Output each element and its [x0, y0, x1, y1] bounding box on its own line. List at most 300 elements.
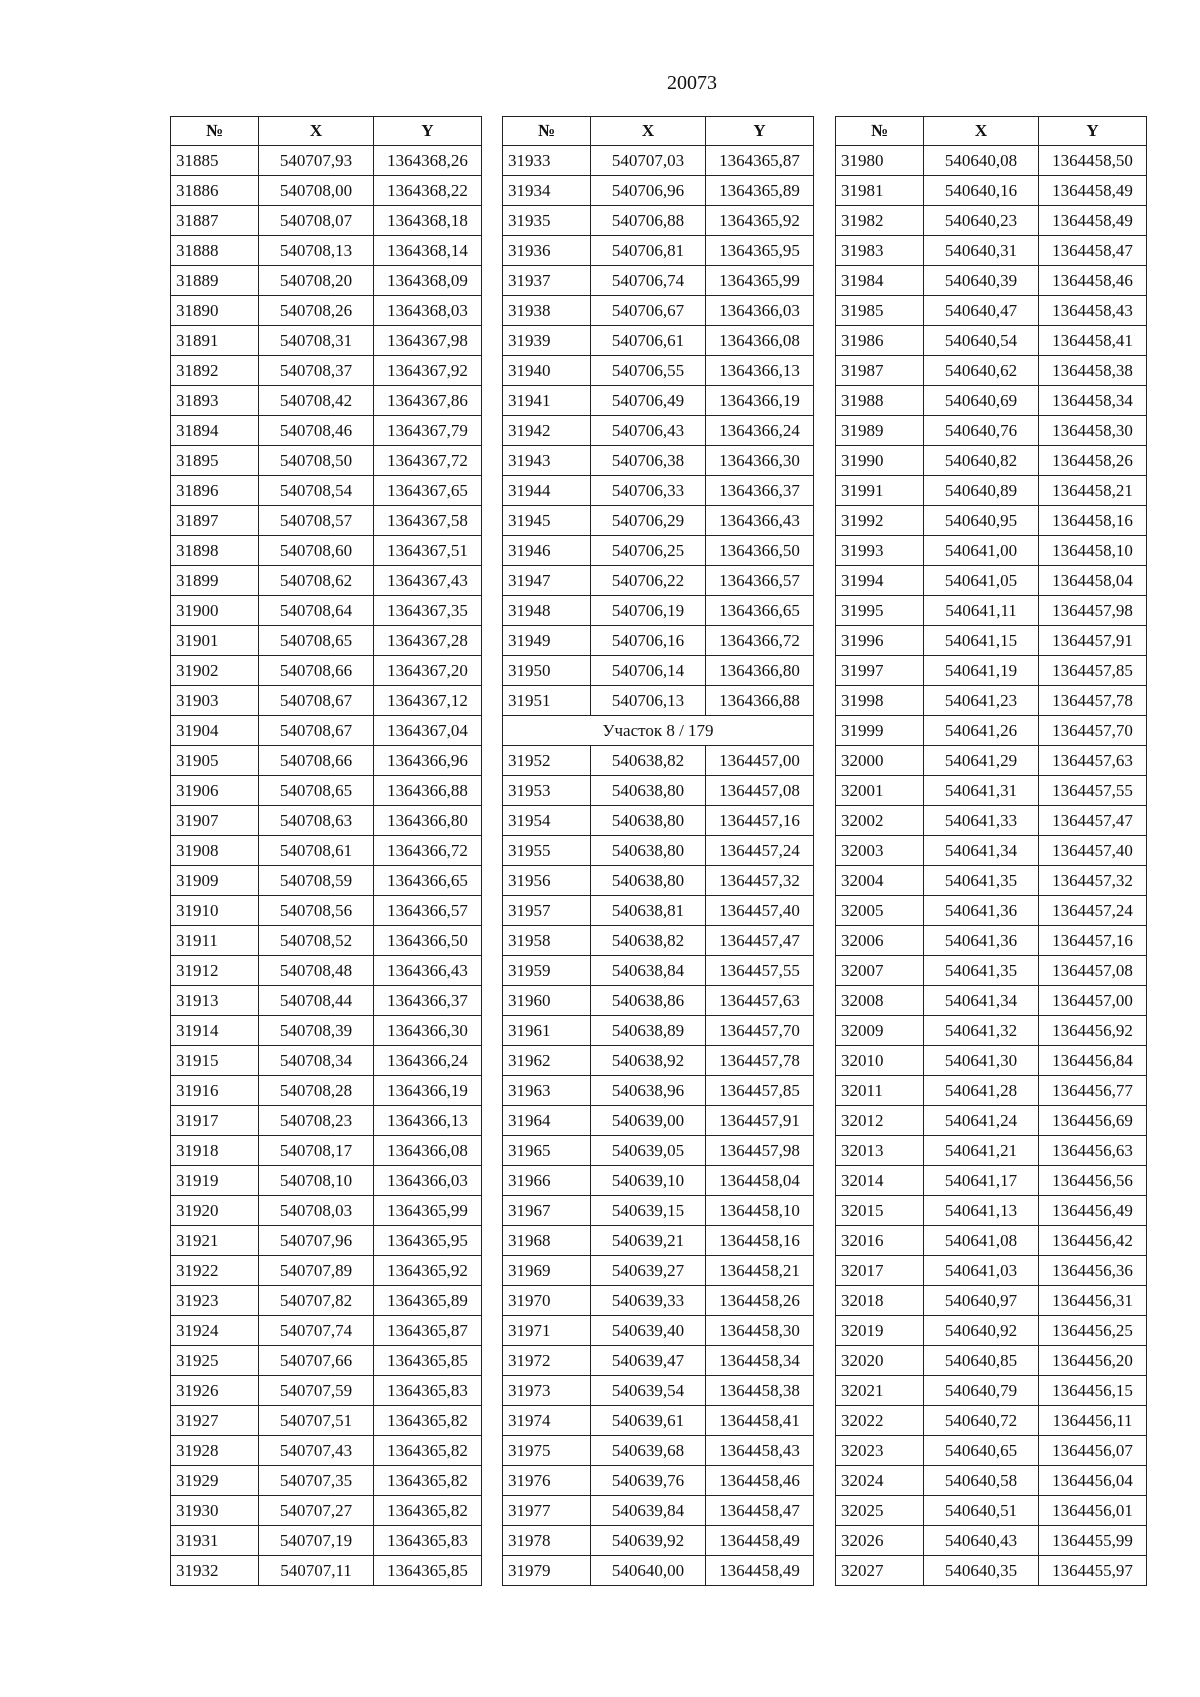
point-number-cell: 31916: [171, 1076, 259, 1106]
y-coordinate-cell: 1364365,85: [374, 1556, 482, 1586]
table-row: [171, 266, 482, 296]
y-coordinate-cell: 1364366,65: [374, 866, 482, 896]
x-coordinate-cell: 540641,34: [924, 986, 1039, 1016]
x-coordinate-cell: 540640,72: [924, 1406, 1039, 1436]
point-number-cell: 31975: [503, 1436, 591, 1466]
x-coordinate-cell: 540641,32: [924, 1016, 1039, 1046]
x-coordinate-cell: 540707,35: [259, 1466, 374, 1496]
table-row: [171, 866, 482, 896]
point-number-cell: 31886: [171, 176, 259, 206]
table-row: [836, 1256, 1147, 1286]
header-row: [836, 117, 1147, 146]
table-row: [503, 1196, 814, 1226]
x-coordinate-cell: 540640,00: [591, 1556, 706, 1586]
x-coordinate-cell: 540640,92: [924, 1316, 1039, 1346]
table-row: [171, 236, 482, 266]
x-coordinate-cell: 540638,81: [591, 896, 706, 926]
header-x: X: [924, 117, 1039, 146]
x-coordinate-cell: 540706,61: [591, 326, 706, 356]
section-title: Участок 8 / 179: [503, 716, 814, 746]
y-coordinate-cell: 1364455,97: [1039, 1556, 1147, 1586]
table-row: [836, 296, 1147, 326]
table-row: [171, 416, 482, 446]
x-coordinate-cell: 540708,62: [259, 566, 374, 596]
x-coordinate-cell: 540641,15: [924, 626, 1039, 656]
table-row: [171, 1196, 482, 1226]
point-number-cell: 32007: [836, 956, 924, 986]
x-coordinate-cell: 540707,19: [259, 1526, 374, 1556]
y-coordinate-cell: 1364365,99: [706, 266, 814, 296]
x-coordinate-cell: 540640,85: [924, 1346, 1039, 1376]
point-number-cell: 31947: [503, 566, 591, 596]
table-row: [503, 566, 814, 596]
table-row: [836, 626, 1147, 656]
table-row: [836, 716, 1147, 746]
x-coordinate-cell: 540639,21: [591, 1226, 706, 1256]
point-number-cell: 32001: [836, 776, 924, 806]
x-coordinate-cell: 540708,65: [259, 626, 374, 656]
y-coordinate-cell: 1364458,30: [1039, 416, 1147, 446]
x-coordinate-cell: 540707,96: [259, 1226, 374, 1256]
point-number-cell: 31940: [503, 356, 591, 386]
x-coordinate-cell: 540706,81: [591, 236, 706, 266]
y-coordinate-cell: 1364366,57: [706, 566, 814, 596]
table-row: [836, 236, 1147, 266]
x-coordinate-cell: 540641,05: [924, 566, 1039, 596]
table-row: [503, 596, 814, 626]
point-number-cell: 31945: [503, 506, 591, 536]
table-row: [836, 746, 1147, 776]
y-coordinate-cell: 1364456,01: [1039, 1496, 1147, 1526]
x-coordinate-cell: 540640,43: [924, 1526, 1039, 1556]
y-coordinate-cell: 1364457,98: [706, 1136, 814, 1166]
y-coordinate-cell: 1364458,16: [706, 1226, 814, 1256]
point-number-cell: 31958: [503, 926, 591, 956]
table-row: [171, 1046, 482, 1076]
y-coordinate-cell: 1364457,08: [1039, 956, 1147, 986]
y-coordinate-cell: 1364366,13: [374, 1106, 482, 1136]
table-row: [171, 806, 482, 836]
table-row: [503, 1436, 814, 1466]
y-coordinate-cell: 1364457,91: [1039, 626, 1147, 656]
y-coordinate-cell: 1364457,78: [1039, 686, 1147, 716]
x-coordinate-cell: 540706,43: [591, 416, 706, 446]
y-coordinate-cell: 1364367,86: [374, 386, 482, 416]
point-number-cell: 32012: [836, 1106, 924, 1136]
x-coordinate-cell: 540707,89: [259, 1256, 374, 1286]
y-coordinate-cell: 1364458,43: [1039, 296, 1147, 326]
point-number-cell: 31993: [836, 536, 924, 566]
x-coordinate-cell: 540641,34: [924, 836, 1039, 866]
table-row: [836, 1466, 1147, 1496]
point-number-cell: 31961: [503, 1016, 591, 1046]
y-coordinate-cell: 1364456,31: [1039, 1286, 1147, 1316]
point-number-cell: 31965: [503, 1136, 591, 1166]
y-coordinate-cell: 1364368,26: [374, 146, 482, 176]
y-coordinate-cell: 1364458,38: [706, 1376, 814, 1406]
point-number-cell: 32020: [836, 1346, 924, 1376]
table-row: [171, 1346, 482, 1376]
point-number-cell: 31969: [503, 1256, 591, 1286]
point-number-cell: 32019: [836, 1316, 924, 1346]
x-coordinate-cell: 540706,96: [591, 176, 706, 206]
x-coordinate-cell: 540641,21: [924, 1136, 1039, 1166]
x-coordinate-cell: 540708,44: [259, 986, 374, 1016]
table-row: [171, 146, 482, 176]
point-number-cell: 31919: [171, 1166, 259, 1196]
x-coordinate-cell: 540706,74: [591, 266, 706, 296]
x-coordinate-cell: 540708,13: [259, 236, 374, 266]
y-coordinate-cell: 1364366,24: [374, 1046, 482, 1076]
y-coordinate-cell: 1364366,65: [706, 596, 814, 626]
y-coordinate-cell: 1364366,57: [374, 896, 482, 926]
table-row: [171, 1106, 482, 1136]
x-coordinate-cell: 540638,84: [591, 956, 706, 986]
header-number: №: [503, 117, 591, 146]
point-number-cell: 32014: [836, 1166, 924, 1196]
x-coordinate-cell: 540639,47: [591, 1346, 706, 1376]
header-number: №: [836, 117, 924, 146]
point-number-cell: 31903: [171, 686, 259, 716]
x-coordinate-cell: 540641,36: [924, 896, 1039, 926]
y-coordinate-cell: 1364458,49: [1039, 206, 1147, 236]
y-coordinate-cell: 1364365,89: [706, 176, 814, 206]
header-x: X: [259, 117, 374, 146]
y-coordinate-cell: 1364366,30: [374, 1016, 482, 1046]
point-number-cell: 32015: [836, 1196, 924, 1226]
table-row: [503, 1406, 814, 1436]
x-coordinate-cell: 540708,56: [259, 896, 374, 926]
x-coordinate-cell: 540639,33: [591, 1286, 706, 1316]
table-row: [171, 446, 482, 476]
y-coordinate-cell: 1364367,79: [374, 416, 482, 446]
table-row: [836, 1376, 1147, 1406]
y-coordinate-cell: 1364456,07: [1039, 1436, 1147, 1466]
x-coordinate-cell: 540641,30: [924, 1046, 1039, 1076]
point-number-cell: 31983: [836, 236, 924, 266]
y-coordinate-cell: 1364458,26: [1039, 446, 1147, 476]
point-number-cell: 31912: [171, 956, 259, 986]
y-coordinate-cell: 1364458,21: [1039, 476, 1147, 506]
x-coordinate-cell: 540639,68: [591, 1436, 706, 1466]
y-coordinate-cell: 1364456,92: [1039, 1016, 1147, 1046]
table-row: [171, 596, 482, 626]
y-coordinate-cell: 1364457,00: [1039, 986, 1147, 1016]
table-row: [503, 536, 814, 566]
x-coordinate-cell: 540707,59: [259, 1376, 374, 1406]
table-row: [503, 776, 814, 806]
x-coordinate-cell: 540639,05: [591, 1136, 706, 1166]
x-coordinate-cell: 540639,40: [591, 1316, 706, 1346]
point-number-cell: 31888: [171, 236, 259, 266]
y-coordinate-cell: 1364456,15: [1039, 1376, 1147, 1406]
point-number-cell: 31946: [503, 536, 591, 566]
x-coordinate-cell: 540640,79: [924, 1376, 1039, 1406]
header-y: Y: [1039, 117, 1147, 146]
x-coordinate-cell: 540708,64: [259, 596, 374, 626]
y-coordinate-cell: 1364366,19: [706, 386, 814, 416]
table-row: [836, 566, 1147, 596]
point-number-cell: 31995: [836, 596, 924, 626]
x-coordinate-cell: 540708,37: [259, 356, 374, 386]
y-coordinate-cell: 1364365,99: [374, 1196, 482, 1226]
table-row: [171, 1136, 482, 1166]
x-coordinate-cell: 540640,76: [924, 416, 1039, 446]
point-number-cell: 31956: [503, 866, 591, 896]
table-row: [836, 146, 1147, 176]
y-coordinate-cell: 1364458,47: [1039, 236, 1147, 266]
x-coordinate-cell: 540639,15: [591, 1196, 706, 1226]
table-row: [171, 956, 482, 986]
x-coordinate-cell: 540708,39: [259, 1016, 374, 1046]
x-coordinate-cell: 540640,69: [924, 386, 1039, 416]
x-coordinate-cell: 540641,36: [924, 926, 1039, 956]
y-coordinate-cell: 1364455,99: [1039, 1526, 1147, 1556]
x-coordinate-cell: 540641,13: [924, 1196, 1039, 1226]
table-row: [836, 1046, 1147, 1076]
y-coordinate-cell: 1364365,87: [706, 146, 814, 176]
x-coordinate-cell: 540641,35: [924, 866, 1039, 896]
point-number-cell: 31951: [503, 686, 591, 716]
point-number-cell: 31949: [503, 626, 591, 656]
y-coordinate-cell: 1364456,42: [1039, 1226, 1147, 1256]
x-coordinate-cell: 540706,38: [591, 446, 706, 476]
y-coordinate-cell: 1364457,98: [1039, 596, 1147, 626]
y-coordinate-cell: 1364366,30: [706, 446, 814, 476]
y-coordinate-cell: 1364457,32: [706, 866, 814, 896]
x-coordinate-cell: 540640,54: [924, 326, 1039, 356]
y-coordinate-cell: 1364367,04: [374, 716, 482, 746]
x-coordinate-cell: 540708,65: [259, 776, 374, 806]
table-row: [171, 686, 482, 716]
table-row: [836, 986, 1147, 1016]
y-coordinate-cell: 1364458,41: [1039, 326, 1147, 356]
table-row: [171, 986, 482, 1016]
table-row: [836, 1136, 1147, 1166]
point-number-cell: 31913: [171, 986, 259, 1016]
x-coordinate-cell: 540639,92: [591, 1526, 706, 1556]
y-coordinate-cell: 1364458,49: [706, 1556, 814, 1586]
point-number-cell: 31918: [171, 1136, 259, 1166]
point-number-cell: 31989: [836, 416, 924, 446]
table-row: [171, 566, 482, 596]
x-coordinate-cell: 540640,23: [924, 206, 1039, 236]
y-coordinate-cell: 1364458,43: [706, 1436, 814, 1466]
y-coordinate-cell: 1364366,24: [706, 416, 814, 446]
point-number-cell: 31997: [836, 656, 924, 686]
x-coordinate-cell: 540708,60: [259, 536, 374, 566]
y-coordinate-cell: 1364365,85: [374, 1346, 482, 1376]
table-row: [836, 1346, 1147, 1376]
y-coordinate-cell: 1364366,43: [374, 956, 482, 986]
point-number-cell: 31889: [171, 266, 259, 296]
y-coordinate-cell: 1364366,37: [706, 476, 814, 506]
y-coordinate-cell: 1364365,82: [374, 1436, 482, 1466]
point-number-cell: 31996: [836, 626, 924, 656]
table-row: [503, 206, 814, 236]
point-number-cell: 31914: [171, 1016, 259, 1046]
point-number-cell: 31968: [503, 1226, 591, 1256]
table-row: [503, 176, 814, 206]
table-row: [171, 1226, 482, 1256]
table-row: [503, 146, 814, 176]
table-row: [836, 656, 1147, 686]
table-row: [836, 896, 1147, 926]
table-row: [171, 926, 482, 956]
y-coordinate-cell: 1364368,22: [374, 176, 482, 206]
x-coordinate-cell: 540640,35: [924, 1556, 1039, 1586]
point-number-cell: 31910: [171, 896, 259, 926]
x-coordinate-cell: 540708,26: [259, 296, 374, 326]
x-coordinate-cell: 540641,19: [924, 656, 1039, 686]
table-row: [171, 1256, 482, 1286]
table-row: [171, 1316, 482, 1346]
table-row: [503, 296, 814, 326]
y-coordinate-cell: 1364365,82: [374, 1466, 482, 1496]
x-coordinate-cell: 540641,28: [924, 1076, 1039, 1106]
point-number-cell: 31898: [171, 536, 259, 566]
coordinates-table-2: [502, 116, 814, 1586]
y-coordinate-cell: 1364368,18: [374, 206, 482, 236]
point-number-cell: 32024: [836, 1466, 924, 1496]
table-row: [503, 1556, 814, 1586]
y-coordinate-cell: 1364457,40: [706, 896, 814, 926]
point-number-cell: 31924: [171, 1316, 259, 1346]
x-coordinate-cell: 540706,55: [591, 356, 706, 386]
table-row: [503, 446, 814, 476]
table-row: [836, 356, 1147, 386]
table-row: [171, 206, 482, 236]
y-coordinate-cell: 1364457,24: [1039, 896, 1147, 926]
y-coordinate-cell: 1364456,36: [1039, 1256, 1147, 1286]
table-row: [503, 926, 814, 956]
y-coordinate-cell: 1364366,72: [706, 626, 814, 656]
table-row: [836, 446, 1147, 476]
table-row: [503, 1526, 814, 1556]
x-coordinate-cell: 540641,00: [924, 536, 1039, 566]
x-coordinate-cell: 540641,17: [924, 1166, 1039, 1196]
point-number-cell: 31984: [836, 266, 924, 296]
point-number-cell: 31966: [503, 1166, 591, 1196]
x-coordinate-cell: 540706,88: [591, 206, 706, 236]
table-row: [503, 1346, 814, 1376]
x-coordinate-cell: 540706,49: [591, 386, 706, 416]
point-number-cell: 31894: [171, 416, 259, 446]
x-coordinate-cell: 540639,54: [591, 1376, 706, 1406]
table-row: [503, 416, 814, 446]
table-row: [171, 176, 482, 206]
table-row: [836, 1106, 1147, 1136]
point-number-cell: 32006: [836, 926, 924, 956]
table-row: [836, 866, 1147, 896]
table-row: [503, 656, 814, 686]
y-coordinate-cell: 1364457,00: [706, 746, 814, 776]
y-coordinate-cell: 1364367,43: [374, 566, 482, 596]
y-coordinate-cell: 1364367,35: [374, 596, 482, 626]
y-coordinate-cell: 1364458,21: [706, 1256, 814, 1286]
y-coordinate-cell: 1364367,12: [374, 686, 482, 716]
y-coordinate-cell: 1364365,82: [374, 1496, 482, 1526]
y-coordinate-cell: 1364366,96: [374, 746, 482, 776]
x-coordinate-cell: 540641,26: [924, 716, 1039, 746]
point-number-cell: 31994: [836, 566, 924, 596]
table-row: [503, 1106, 814, 1136]
point-number-cell: 32010: [836, 1046, 924, 1076]
point-number-cell: 31962: [503, 1046, 591, 1076]
y-coordinate-cell: 1364457,24: [706, 836, 814, 866]
point-number-cell: 31907: [171, 806, 259, 836]
table-row: [171, 1286, 482, 1316]
table-row: [503, 626, 814, 656]
x-coordinate-cell: 540640,16: [924, 176, 1039, 206]
table-row: [503, 1256, 814, 1286]
point-number-cell: 31936: [503, 236, 591, 266]
point-number-cell: 31987: [836, 356, 924, 386]
table-row: [836, 1526, 1147, 1556]
point-number-cell: 31932: [171, 1556, 259, 1586]
y-coordinate-cell: 1364366,37: [374, 986, 482, 1016]
table-row: [503, 1496, 814, 1526]
y-coordinate-cell: 1364458,04: [706, 1166, 814, 1196]
point-number-cell: 31943: [503, 446, 591, 476]
point-number-cell: 31925: [171, 1346, 259, 1376]
x-coordinate-cell: 540638,80: [591, 776, 706, 806]
y-coordinate-cell: 1364368,09: [374, 266, 482, 296]
point-number-cell: 31950: [503, 656, 591, 686]
x-coordinate-cell: 540708,66: [259, 656, 374, 686]
x-coordinate-cell: 540708,66: [259, 746, 374, 776]
y-coordinate-cell: 1364365,95: [374, 1226, 482, 1256]
y-coordinate-cell: 1364458,46: [706, 1466, 814, 1496]
point-number-cell: 31891: [171, 326, 259, 356]
x-coordinate-cell: 540638,89: [591, 1016, 706, 1046]
y-coordinate-cell: 1364457,85: [1039, 656, 1147, 686]
y-coordinate-cell: 1364458,38: [1039, 356, 1147, 386]
x-coordinate-cell: 540706,13: [591, 686, 706, 716]
table-row: [503, 386, 814, 416]
y-coordinate-cell: 1364457,70: [1039, 716, 1147, 746]
y-coordinate-cell: 1364365,89: [374, 1286, 482, 1316]
point-number-cell: 31986: [836, 326, 924, 356]
point-number-cell: 31928: [171, 1436, 259, 1466]
y-coordinate-cell: 1364366,08: [374, 1136, 482, 1166]
y-coordinate-cell: 1364366,19: [374, 1076, 482, 1106]
y-coordinate-cell: 1364456,84: [1039, 1046, 1147, 1076]
table-row: [836, 206, 1147, 236]
table-row: [836, 1076, 1147, 1106]
point-number-cell: 31920: [171, 1196, 259, 1226]
y-coordinate-cell: 1364365,83: [374, 1376, 482, 1406]
x-coordinate-cell: 540639,27: [591, 1256, 706, 1286]
x-coordinate-cell: 540708,31: [259, 326, 374, 356]
y-coordinate-cell: 1364367,98: [374, 326, 482, 356]
y-coordinate-cell: 1364457,70: [706, 1016, 814, 1046]
table-row: [171, 386, 482, 416]
point-number-cell: 31890: [171, 296, 259, 326]
y-coordinate-cell: 1364367,51: [374, 536, 482, 566]
table-row: [836, 506, 1147, 536]
point-number-cell: 32025: [836, 1496, 924, 1526]
point-number-cell: 31901: [171, 626, 259, 656]
y-coordinate-cell: 1364366,13: [706, 356, 814, 386]
point-number-cell: 31979: [503, 1556, 591, 1586]
point-number-cell: 31974: [503, 1406, 591, 1436]
header-y: Y: [374, 117, 482, 146]
table-row: [503, 476, 814, 506]
table-row: [171, 536, 482, 566]
y-coordinate-cell: 1364367,20: [374, 656, 482, 686]
x-coordinate-cell: 540707,11: [259, 1556, 374, 1586]
